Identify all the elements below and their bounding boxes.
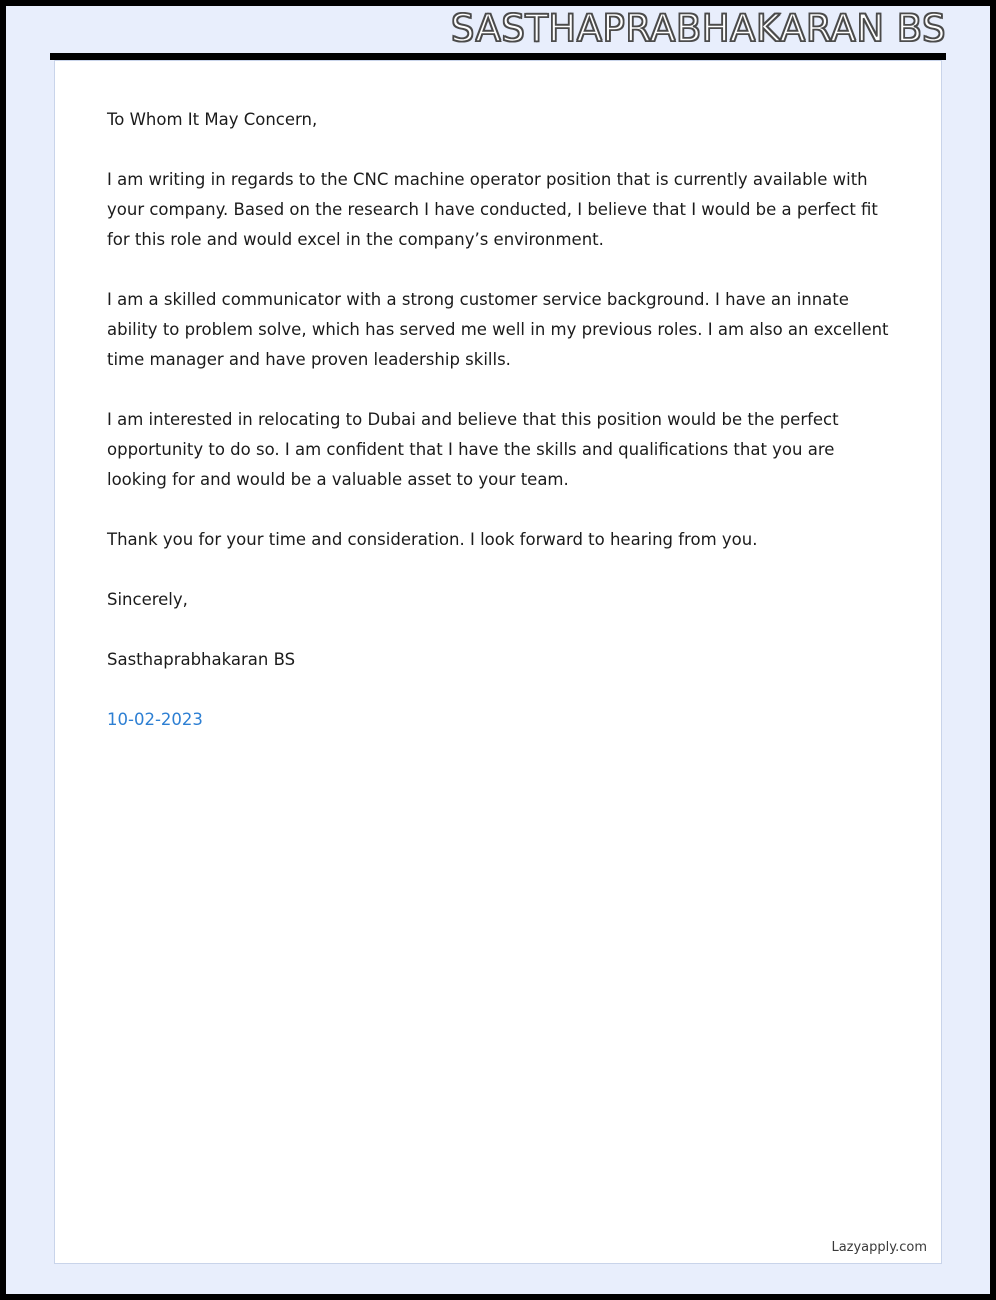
document-header <box>6 6 990 52</box>
header-divider <box>50 53 946 60</box>
letter-sheet <box>54 60 942 1264</box>
letter-body <box>55 61 941 735</box>
paragraph-2: I am a skilled communicator with a strong customer service background. I have an innate ability to problem solve, which has served me well in my previous roles. I am also an excellent time manager and have proven leadership skills. <box>107 290 889 369</box>
letter-date: 10-02-2023 <box>107 710 203 729</box>
paragraph-1: I am writing in regards to the CNC machine operator position that is currently available with your company. Based on the research I have conducted, I believe that I would be a perfect fit for this role and would excel in the company’s environment. <box>107 170 878 249</box>
paragraph-3: I am interested in relocating to Dubai and believe that this position would be the perfect opportunity to do so. I am confident that I have the skills and qualifications that you are looking for and would be a valuable asset to your team. <box>107 410 839 489</box>
paragraph-4: Thank you for your time and consideration. I look forward to hearing from you. <box>107 530 758 549</box>
signature-name: Sasthaprabhakaran BS <box>107 650 296 669</box>
salutation: To Whom It May Concern, <box>107 110 318 129</box>
footer-brand: Lazyapply.com <box>831 1240 927 1255</box>
closing: Sincerely, <box>107 590 188 609</box>
page-title: SASTHAPRABHAKARAN BS <box>450 7 946 50</box>
